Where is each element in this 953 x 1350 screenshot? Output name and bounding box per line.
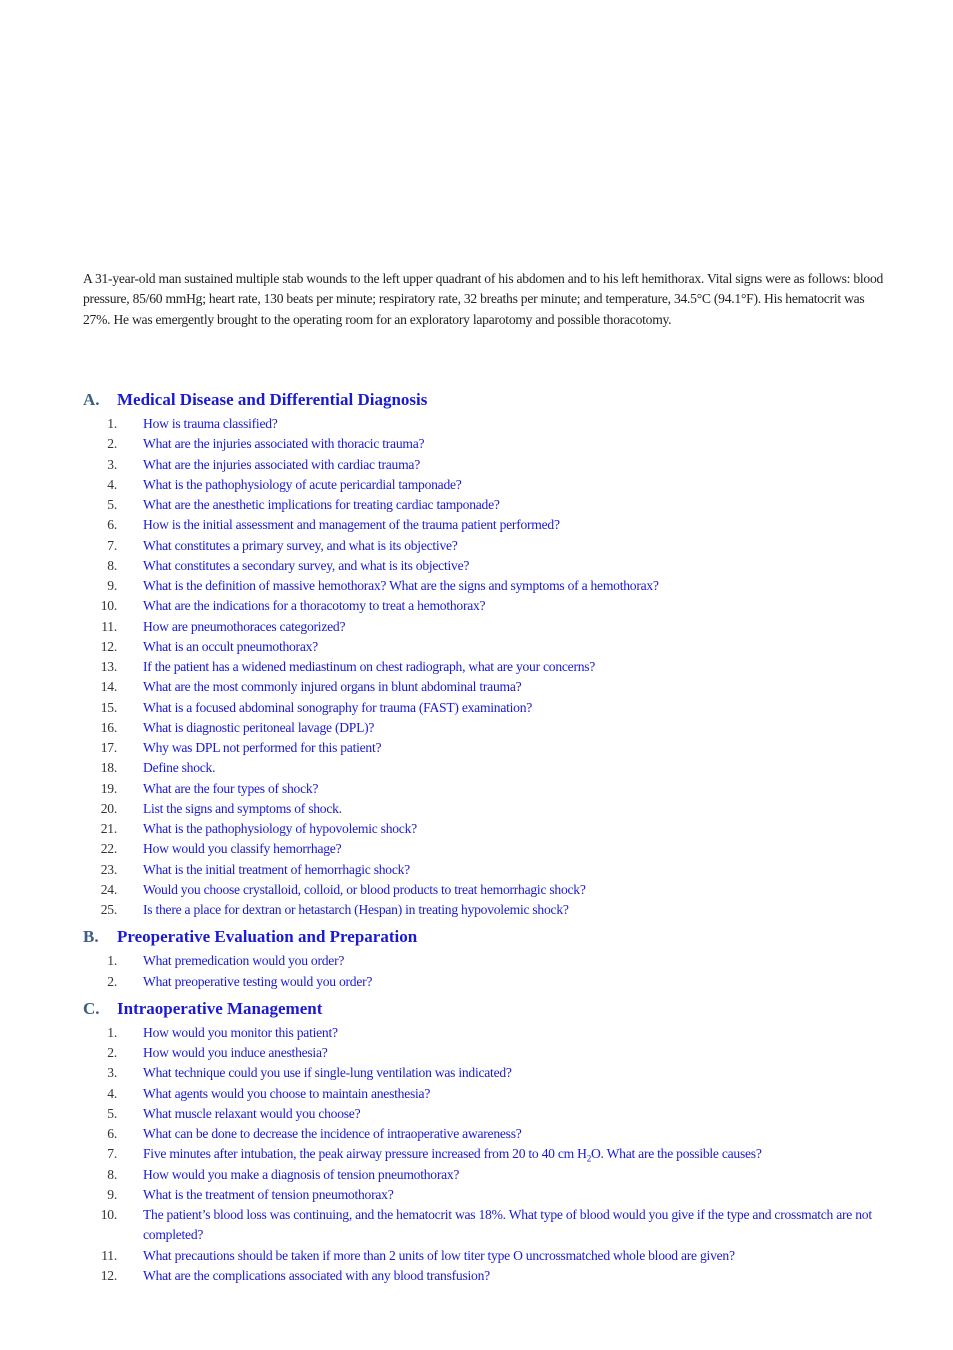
- question-item: [83, 596, 883, 616]
- question-link[interactable]: What is an occult pneumothorax?: [143, 638, 318, 654]
- question-number: 16.: [100, 719, 117, 735]
- question-number: 7.: [107, 537, 117, 553]
- question-link[interactable]: What technique could you use if single-lung ventilation was indicated?: [143, 1065, 512, 1081]
- question-number: 6.: [107, 1126, 117, 1141]
- question-link[interactable]: What are the complications associated with any blood transfusion?: [143, 1267, 490, 1283]
- question-item: [83, 556, 883, 576]
- question-link[interactable]: If the patient has a widened mediastinum on chest radiograph, what are your concerns?: [143, 659, 596, 674]
- question-number: 10.: [100, 598, 117, 614]
- section-letter: C.: [83, 998, 100, 1018]
- question-item: [83, 1144, 883, 1164]
- question-link[interactable]: What agents would you choose to maintain anesthesia?: [143, 1085, 431, 1101]
- question-item: [83, 880, 883, 900]
- question-link[interactable]: What are the four types of shock?: [143, 780, 319, 796]
- section-a: [83, 386, 883, 920]
- section-letter: A.: [83, 390, 100, 409]
- question-number: 6.: [107, 517, 117, 533]
- question-link[interactable]: What are the injuries associated with thoracic trauma?: [143, 436, 425, 452]
- question-item: [83, 677, 883, 697]
- question-number: 25.: [100, 902, 117, 917]
- question-item: [83, 779, 883, 799]
- question-link[interactable]: How are pneumothoraces categorized?: [143, 618, 346, 634]
- question-link[interactable]: What preoperative testing would you order?: [143, 973, 373, 989]
- section-title[interactable]: Medical Disease and Differential Diagnosis: [117, 390, 428, 409]
- question-item: [83, 718, 883, 738]
- question-link[interactable]: What precautions should be taken if more than 2 units of low titer type O uncrossmatched whole blood are given?: [143, 1247, 735, 1263]
- question-link[interactable]: How would you make a diagnosis of tension pneumothorax?: [143, 1166, 460, 1182]
- question-link[interactable]: How is the initial assessment and management of the trauma patient performed?: [143, 517, 560, 533]
- question-item: [83, 475, 883, 495]
- question-number: 12.: [100, 1267, 117, 1283]
- question-number: 10.: [100, 1207, 117, 1222]
- question-link[interactable]: What is the pathophysiology of hypovolemic shock?: [143, 821, 417, 836]
- question-item: [83, 860, 883, 880]
- section-c: [83, 995, 883, 1286]
- section-heading: [83, 995, 883, 1023]
- question-item: [83, 1063, 883, 1083]
- question-link[interactable]: What are the anesthetic implications for treating cardiac tamponade?: [143, 497, 500, 512]
- question-number: 5.: [107, 497, 117, 512]
- question-link[interactable]: Would you choose crystalloid, colloid, or blood products to treat hemorrhagic shock?: [143, 881, 586, 897]
- question-item: [83, 1165, 883, 1185]
- question-item: [83, 698, 883, 718]
- question-link[interactable]: The patient’s blood loss was continuing, and the hematocrit was 18%. What type of blood would you give if the type and crossmatch are not completed?: [143, 1207, 872, 1243]
- question-item: [83, 576, 883, 596]
- question-link[interactable]: What is a focused abdominal sonography for trauma (FAST) examination?: [143, 699, 533, 715]
- question-list: [83, 1023, 883, 1286]
- question-item: [83, 839, 883, 859]
- question-number: 9.: [107, 578, 117, 593]
- question-item: [83, 1266, 883, 1286]
- question-item: [83, 414, 883, 434]
- question-item: [83, 819, 883, 839]
- question-link[interactable]: What constitutes a primary survey, and what is its objective?: [143, 537, 458, 553]
- question-link[interactable]: Is there a place for dextran or hetastarch (Hespan) in treating hypovolemic shock?: [143, 902, 569, 917]
- subscript: 2: [586, 1153, 591, 1164]
- question-item: [83, 455, 883, 475]
- question-link[interactable]: What is the treatment of tension pneumothorax?: [143, 1186, 394, 1202]
- question-link[interactable]: What are the injuries associated with cardiac trauma?: [143, 456, 420, 472]
- question-number: 20.: [100, 800, 117, 816]
- question-link[interactable]: What muscle relaxant would you choose?: [143, 1105, 361, 1121]
- question-item: [83, 536, 883, 556]
- question-number: 15.: [100, 699, 117, 715]
- question-item: [83, 1246, 883, 1266]
- question-number: 1.: [107, 953, 117, 969]
- question-link[interactable]: What are the most commonly injured organs in blunt abdominal trauma?: [143, 679, 522, 695]
- question-link[interactable]: What is the initial treatment of hemorrhagic shock?: [143, 861, 410, 877]
- question-number: 1.: [107, 1024, 117, 1040]
- question-item: [83, 1043, 883, 1063]
- question-link[interactable]: How would you monitor this patient?: [143, 1024, 338, 1040]
- question-number: 22.: [100, 841, 117, 857]
- question-item: [83, 1185, 883, 1205]
- question-list: [83, 414, 883, 920]
- section-heading: [83, 923, 883, 951]
- question-number: 11.: [101, 618, 117, 634]
- question-item: [83, 617, 883, 637]
- question-sections: [83, 386, 883, 1286]
- question-link[interactable]: List the signs and symptoms of shock.: [143, 800, 342, 816]
- question-item: [83, 799, 883, 819]
- question-item: [83, 1104, 883, 1124]
- question-link[interactable]: What are the indications for a thoracotomy to treat a hemothorax?: [143, 598, 486, 614]
- question-number: 1.: [107, 416, 117, 431]
- question-number: 3.: [107, 1065, 117, 1081]
- question-number: 2.: [107, 973, 117, 989]
- question-link[interactable]: What can be done to decrease the incidence of intraoperative awareness?: [143, 1126, 522, 1141]
- section-title[interactable]: Preoperative Evaluation and Preparation: [117, 927, 418, 947]
- question-number: 5.: [107, 1105, 117, 1121]
- question-item: [83, 951, 883, 971]
- question-number: 17.: [100, 740, 117, 755]
- question-item: [83, 900, 883, 920]
- question-link[interactable]: Define shock.: [143, 760, 216, 776]
- question-number: 9.: [107, 1186, 117, 1202]
- question-link[interactable]: Why was DPL not performed for this patient?: [143, 740, 382, 755]
- question-number: 13.: [100, 659, 117, 674]
- question-item: [83, 972, 883, 992]
- question-number: 19.: [100, 780, 117, 796]
- section-letter: B.: [83, 927, 99, 947]
- question-link[interactable]: What is the definition of massive hemothorax? What are the signs and symptoms of a hemothorax?: [143, 578, 659, 593]
- question-number: 2.: [107, 436, 117, 452]
- question-link[interactable]: What premedication would you order?: [143, 953, 345, 969]
- question-item: [83, 657, 883, 677]
- question-link[interactable]: What is diagnostic peritoneal lavage (DPL)?: [143, 719, 375, 735]
- question-item: [83, 515, 883, 535]
- question-number: 4.: [107, 1085, 117, 1101]
- question-item: [83, 637, 883, 657]
- question-item: [83, 434, 883, 454]
- question-item: [83, 1205, 883, 1246]
- question-link[interactable]: [117, 1144, 883, 1164]
- question-link[interactable]: How would you classify hemorrhage?: [143, 841, 342, 857]
- section-b: [83, 923, 883, 992]
- question-link[interactable]: How would you induce anesthesia?: [143, 1045, 328, 1060]
- question-link[interactable]: What constitutes a secondary survey, and what is its objective?: [143, 557, 470, 573]
- question-number: 7.: [107, 1146, 117, 1162]
- question-number: 21.: [100, 821, 117, 836]
- question-number: 18.: [100, 760, 117, 776]
- question-number: 11.: [101, 1247, 117, 1263]
- section-title[interactable]: Intraoperative Management: [117, 998, 323, 1018]
- question-item: [83, 1084, 883, 1104]
- question-item: [83, 495, 883, 515]
- question-item: [83, 738, 883, 758]
- question-number: 3.: [107, 456, 117, 472]
- question-number: 23.: [100, 861, 117, 877]
- question-number: 24.: [100, 881, 117, 897]
- question-number: 14.: [100, 679, 117, 695]
- question-text: Five minutes after intubation, the peak airway pressure increased from 20 to 40 cm H: [143, 1146, 587, 1162]
- question-text-continued: O. What are the possible causes?: [590, 1146, 762, 1162]
- question-item: [83, 1124, 883, 1144]
- section-heading: [83, 386, 883, 414]
- question-number: 12.: [100, 638, 117, 654]
- question-list: [83, 951, 883, 992]
- question-number: 8.: [107, 1166, 117, 1182]
- question-link[interactable]: What is the pathophysiology of acute pericardial tamponade?: [143, 476, 462, 492]
- question-number: 8.: [107, 557, 117, 573]
- question-number: 2.: [107, 1045, 117, 1060]
- question-item: [83, 1023, 883, 1043]
- question-number: 4.: [107, 476, 117, 492]
- case-description: A 31-year-old man sustained multiple stab wounds to the left upper quadrant of his abdomen and to his left hemithorax. Vital signs were as follows: blood pressure, 85/60 mmHg; heart rate, 130 beats per minute; respiratory rate, 32 breaths per minute; and temperature, 34.5°C (94.1°F). His hematocrit was 27%. He was emergently brought to the operating room for an exploratory laparotomy and possible thoracotomy.: [83, 271, 884, 327]
- question-item: [83, 758, 883, 778]
- question-link[interactable]: How is trauma classified?: [143, 416, 278, 431]
